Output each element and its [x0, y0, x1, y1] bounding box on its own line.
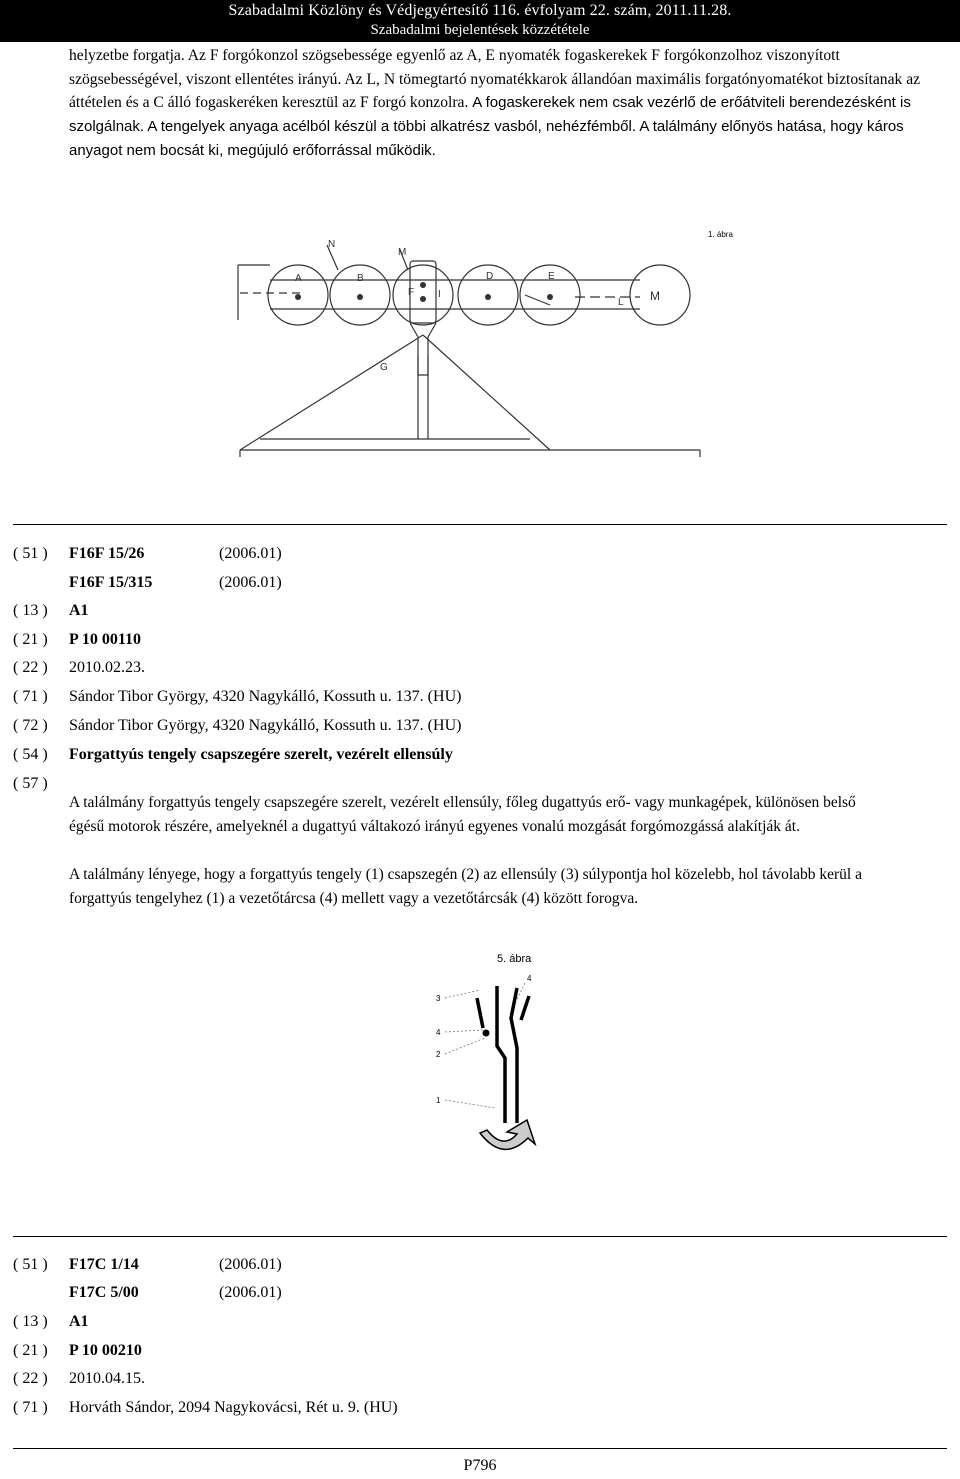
fig1-caption: 1. ábra	[708, 230, 733, 239]
application-number: P 10 00210	[69, 1342, 142, 1359]
intro-paragraph	[69, 44, 949, 163]
fig1-label-f: F	[408, 287, 415, 298]
fig1-label-l: L	[618, 297, 624, 308]
abstract-paragraph-2: A találmány lényege, hogy a forgattyús tengely (1) csapszegén (2) az ellensúly (3) súlypontja hol közelebb, hol távolabb kerül a forgattyús tengelyhez (1) a vezetőtárcsa (4) mellett vagy a vezetőtárcsák (4) között forogva.	[69, 866, 862, 907]
code-13: ( 13 )	[13, 602, 48, 619]
fig1-label-n: N	[328, 239, 336, 250]
code-51: ( 51 )	[13, 1256, 48, 1273]
ipc-class-2: F17C 5/00	[69, 1284, 139, 1301]
filing-date: 2010.04.15.	[69, 1370, 145, 1387]
abstract-paragraph-1: A találmány forgattyús tengely csapszegére szerelt, vezérelt ellensúly, főleg dugattyús erő- vagy munkagépek, különösen belső égésű motorok részére, amelyeknél a dugattyú váltakozó irányú egyenes vonalú mozgását forgómozgássá alakítják át.	[69, 794, 856, 835]
fig1-label-g: G	[380, 362, 388, 373]
fig5-caption: 5. ábra	[497, 953, 532, 965]
code-57: ( 57 )	[13, 775, 48, 792]
code-71: ( 71 )	[13, 1399, 48, 1416]
ipc-class-1: F17C 1/14	[69, 1256, 139, 1273]
fig1-label-i: I	[438, 289, 441, 300]
fig5-label-2: 2	[436, 1050, 441, 1059]
ipc-class-2-date: (2006.01)	[219, 574, 282, 591]
page-number: P796	[463, 1457, 497, 1474]
fig1-label-a: A	[295, 273, 302, 284]
ipc-class-1: F16F 15/26	[69, 545, 145, 562]
code-22: ( 22 )	[13, 1370, 48, 1387]
journal-title: Szabadalmi Közlöny és Védjegyértesítő 116. évfolyam 22. szám, 2011.11.28.	[228, 2, 732, 19]
code-51: ( 51 )	[13, 545, 48, 562]
page-header	[0, 0, 960, 42]
code-21: ( 21 )	[13, 631, 48, 648]
code-54: ( 54 )	[13, 746, 48, 763]
section-title: Szabadalmi bejelentések közzététele	[370, 22, 590, 38]
code-21: ( 21 )	[13, 1342, 48, 1359]
separator-line	[13, 524, 947, 525]
ipc-class-2: F16F 15/315	[69, 574, 153, 591]
fig1-label-m: M	[650, 289, 660, 303]
fig5-label-4: 4	[436, 1028, 441, 1037]
separator-line-2	[13, 1236, 947, 1237]
fig1-label-e: E	[548, 271, 555, 282]
intro-part1: helyzetbe forgatja. Az F forgókonzol szögsebessége egyenlő az A, E nyomaték fogaskerekek F forgókonzolhoz viszonyított szögsebességével, viszont ellentétes irányú. Az L, N tömegtartó nyomatékkarok állandóan maximális forgatónyomatékot biztosítanak az áttételen és a C álló fogaskeréken keresztül az F forgó konzolra.	[69, 47, 921, 112]
application-number: P 10 00110	[69, 631, 142, 648]
inventor: Sándor Tibor György, 4320 Nagykálló, Kossuth u. 137. (HU)	[69, 717, 462, 734]
fig1-label-m-top: M	[398, 247, 407, 258]
code-22: ( 22 )	[13, 659, 48, 676]
filing-date: 2010.02.23.	[69, 659, 145, 676]
invention-title: Forgattyús tengely csapszegére szerelt, vezérelt ellensúly	[69, 746, 453, 763]
figure-1-drawing	[230, 225, 733, 465]
separator-line-3	[13, 1448, 947, 1449]
ipc-class-1-date: (2006.01)	[219, 545, 282, 562]
ipc-class-2-date: (2006.01)	[219, 1284, 282, 1301]
fig5-label-3: 3	[436, 994, 441, 1003]
fig1-label-d: D	[486, 271, 494, 282]
code-13: ( 13 )	[13, 1313, 48, 1330]
fig1-label-b: B	[357, 273, 364, 284]
applicant: Sándor Tibor György, 4320 Nagykálló, Kossuth u. 137. (HU)	[69, 688, 462, 705]
ipc-class-1-date: (2006.01)	[219, 1256, 282, 1273]
figure-5-drawing	[425, 948, 575, 1173]
fig5-label-4-top: 4	[527, 974, 532, 983]
kind-code: A1	[69, 602, 89, 619]
code-72: ( 72 )	[13, 717, 48, 734]
applicant: Horváth Sándor, 2094 Nagykovácsi, Rét u. 9. (HU)	[69, 1399, 398, 1416]
fig5-label-1: 1	[436, 1096, 441, 1105]
code-71: ( 71 )	[13, 688, 48, 705]
kind-code: A1	[69, 1313, 89, 1330]
intro-part2: A fogaskerekek nem csak vezérlő de erőátviteli berendezésként is szolgálnak. A tengelyek anyaga acélból készül a többi alkatrész vasból, nehézfémből. A találmány előnyös hatása, hogy káros anyagot nem bocsát ki, megújuló erőforrással működik.	[69, 94, 911, 159]
